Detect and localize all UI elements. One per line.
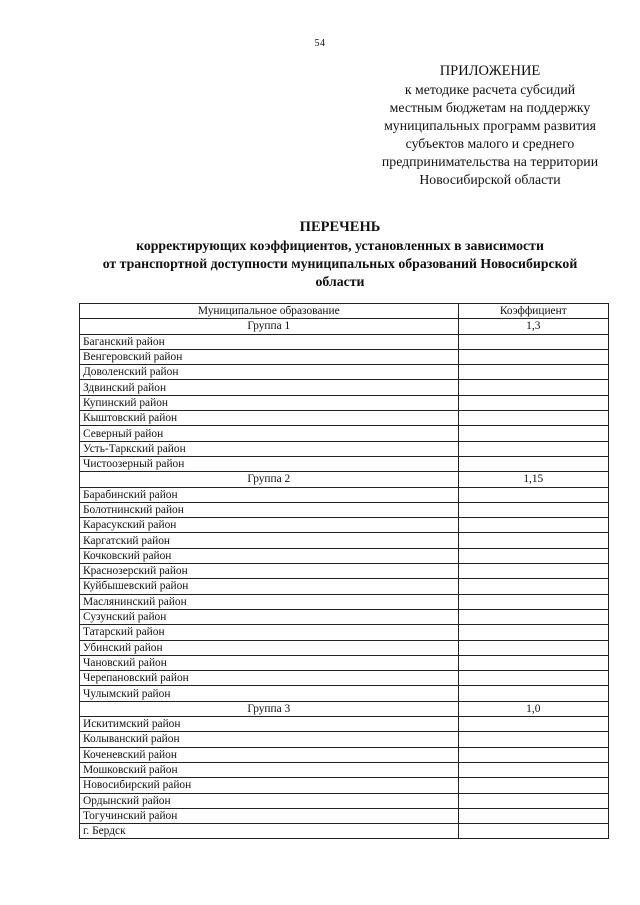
table-row [80, 793, 609, 808]
coefficient-cell [458, 686, 608, 701]
municipality-name: Кыштовский район [80, 411, 459, 426]
table-row [80, 365, 609, 380]
municipality-name: Чистоозерный район [80, 456, 459, 471]
coefficient-cell [458, 349, 608, 364]
table-row [80, 762, 609, 777]
coefficient-cell [458, 793, 608, 808]
table-row [80, 808, 609, 823]
coefficients-table [79, 303, 609, 839]
table-header-row [80, 304, 609, 319]
table-row [80, 824, 609, 839]
coefficient-cell [458, 426, 608, 441]
table-row [80, 609, 609, 624]
table-row [80, 518, 609, 533]
coefficient-cell [458, 747, 608, 762]
municipality-name: Каргатский район [80, 533, 459, 548]
group-row [80, 701, 609, 716]
appendix-line: муниципальных программ развития [384, 118, 596, 133]
coefficient-cell [458, 548, 608, 563]
title-line: от транспортной доступности муниципальных образований Новосибирской [102, 256, 578, 271]
coefficient-cell [458, 395, 608, 410]
municipality-name: Мошковский район [80, 762, 459, 777]
coefficient-cell [458, 533, 608, 548]
appendix-line: предпринимательства на территории [381, 154, 599, 169]
appendix-heading: ПРИЛОЖЕНИЕ [439, 63, 541, 79]
column-header-municipality: Муниципальное образование [80, 304, 459, 319]
group-name: Группа 1 [80, 319, 459, 334]
table-row [80, 717, 609, 732]
municipality-name: Искитимский район [80, 717, 459, 732]
group-row [80, 319, 609, 334]
table-row [80, 441, 609, 456]
municipality-name: Маслянинский район [80, 594, 459, 609]
municipality-name: Черепановский район [80, 671, 459, 686]
municipality-name: г. Бердск [80, 824, 459, 839]
municipality-name: Тогучинский район [80, 808, 459, 823]
municipality-name: Здвинский район [80, 380, 459, 395]
municipality-name: Ордынский район [80, 793, 459, 808]
coefficient-cell [458, 365, 608, 380]
municipality-name: Баганский район [80, 334, 459, 349]
appendix-line: местным бюджетам на поддержку [389, 100, 591, 115]
municipality-name: Новосибирский район [80, 778, 459, 793]
coefficient-cell [458, 502, 608, 517]
coefficient-cell [458, 518, 608, 533]
coefficient-cell [458, 625, 608, 640]
appendix-line: субъектов малого и среднего [405, 136, 575, 151]
municipality-name: Чулымский район [80, 686, 459, 701]
table-row [80, 426, 609, 441]
municipality-name: Колыванский район [80, 732, 459, 747]
table-row [80, 747, 609, 762]
table-row [80, 349, 609, 364]
municipality-name: Чановский район [80, 655, 459, 670]
coefficient-cell [458, 334, 608, 349]
coefficient-cell [458, 594, 608, 609]
coefficient-cell [458, 671, 608, 686]
coefficient-cell [458, 808, 608, 823]
group-name: Группа 2 [80, 472, 459, 487]
coefficient-cell [458, 411, 608, 426]
table-row [80, 502, 609, 517]
coefficient-cell [458, 441, 608, 456]
table-row [80, 564, 609, 579]
table-row [80, 594, 609, 609]
table-row [80, 395, 609, 410]
coefficient-cell [458, 579, 608, 594]
municipality-name: Коченевский район [80, 747, 459, 762]
municipality-name: Куйбышевский район [80, 579, 459, 594]
table-row [80, 533, 609, 548]
municipality-name: Краснозерский район [80, 564, 459, 579]
appendix-line: к методике расчета субсидий [404, 82, 576, 97]
document-title [60, 218, 620, 291]
table-row [80, 640, 609, 655]
table-row [80, 625, 609, 640]
column-header-coefficient: Коэффициент [458, 304, 608, 319]
coefficient-cell [458, 380, 608, 395]
table-row [80, 655, 609, 670]
appendix-block [340, 62, 640, 189]
page-number: 54 [314, 38, 326, 49]
title-line: области [315, 274, 365, 289]
coefficient-cell [458, 778, 608, 793]
coefficient-cell [458, 717, 608, 732]
coefficient-cell [458, 824, 608, 839]
group-coefficient: 1,0 [458, 701, 608, 716]
table-row [80, 686, 609, 701]
coefficient-cell [458, 762, 608, 777]
municipality-name: Убинский район [80, 640, 459, 655]
table-row [80, 380, 609, 395]
table-row [80, 671, 609, 686]
municipality-name: Татарский район [80, 625, 459, 640]
group-coefficient: 1,3 [458, 319, 608, 334]
table-row [80, 778, 609, 793]
municipality-name: Барабинский район [80, 487, 459, 502]
municipality-name: Болотнинский район [80, 502, 459, 517]
coefficient-cell [458, 564, 608, 579]
coefficient-cell [458, 655, 608, 670]
municipality-name: Усть-Таркский район [80, 441, 459, 456]
group-coefficient: 1,15 [458, 472, 608, 487]
coefficient-cell [458, 732, 608, 747]
coefficient-cell [458, 609, 608, 624]
table-row [80, 732, 609, 747]
municipality-name: Купинский район [80, 395, 459, 410]
municipality-name: Карасукский район [80, 518, 459, 533]
table-body [80, 319, 609, 839]
coefficient-cell [458, 487, 608, 502]
appendix-line: Новосибирской области [419, 172, 561, 187]
title-main: ПЕРЕЧЕНЬ [299, 219, 381, 235]
table-row [80, 487, 609, 502]
municipality-name: Сузунский район [80, 609, 459, 624]
coefficient-cell [458, 456, 608, 471]
table-row [80, 548, 609, 563]
coefficient-cell [458, 640, 608, 655]
municipality-name: Кочковский район [80, 548, 459, 563]
table-row [80, 456, 609, 471]
municipality-name: Северный район [80, 426, 459, 441]
municipality-name: Доволенский район [80, 365, 459, 380]
table-row [80, 411, 609, 426]
municipality-name: Венгеровский район [80, 349, 459, 364]
group-row [80, 472, 609, 487]
table-row [80, 334, 609, 349]
table-row [80, 579, 609, 594]
title-line: корректирующих коэффициентов, установленных в зависимости [136, 238, 544, 253]
group-name: Группа 3 [80, 701, 459, 716]
